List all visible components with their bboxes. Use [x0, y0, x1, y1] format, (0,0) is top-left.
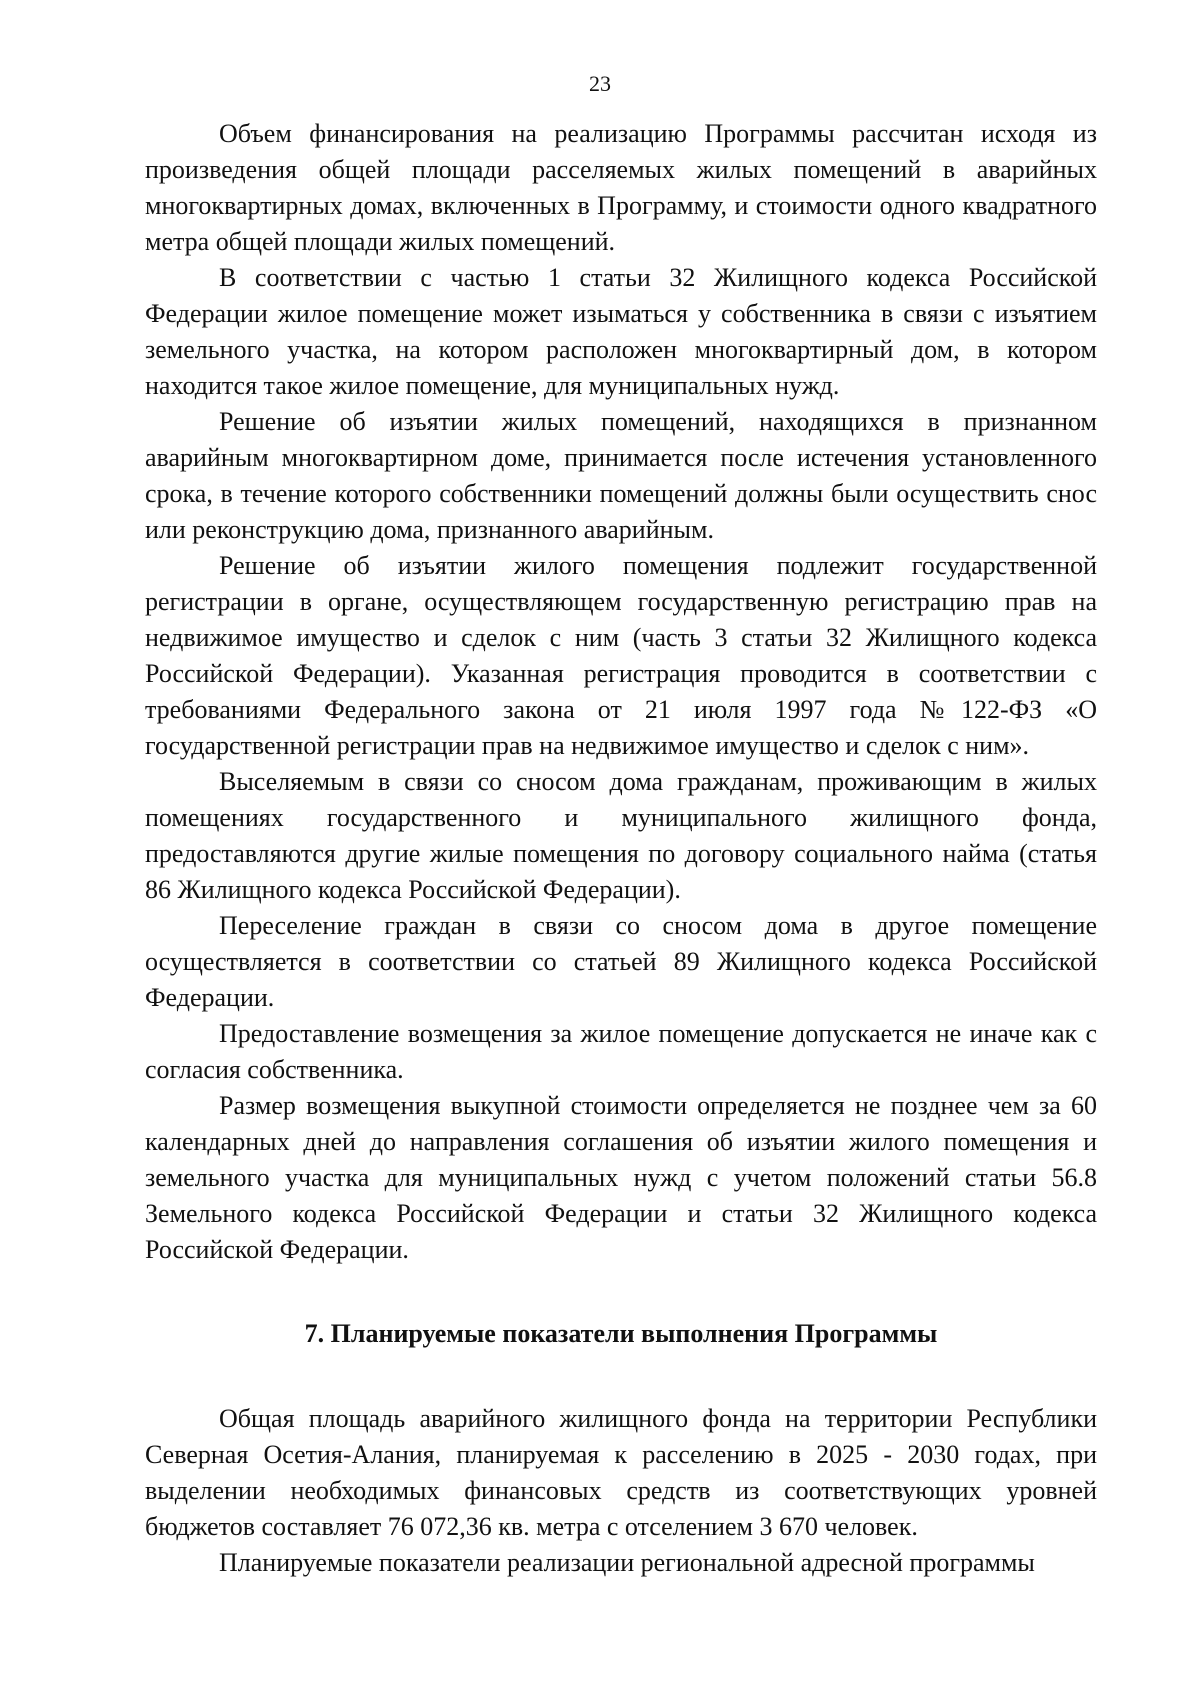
paragraph-social-rent: Выселяемым в связи со сносом дома гражданам, проживающим в жилых помещениях государственного и муниципального жилищного фонда, предоставляются другие жилые помещения по договору социального найма (статья 86 Жилищного кодекса Российской Федерации).	[145, 767, 1097, 904]
paragraph-total-area: Общая площадь аварийного жилищного фонда на территории Республики Северная Осетия-Алания, планируемая к расселению в 2025 - 2030 годах, при выделении необходимых финансовых средств из соответствующих уровней бюджетов составляет 76 072,36 кв. метра с отселением 3 670 человек.	[145, 1404, 1097, 1541]
paragraph-compensation-amount: Размер возмещения выкупной стоимости определяется не позднее чем за 60 календарных дней до направления соглашения об изъятии жилого помещения и земельного участка для муниципальных нужд с учетом положений статьи 56.8 Земельного кодекса Российской Федерации и статьи 32 Жилищного кодекса Российской Федерации.	[145, 1091, 1097, 1264]
page-number: 23	[589, 71, 611, 96]
paragraph-owner-consent: Предоставление возмещения за жилое помещение допускается не иначе как с согласия собственника.	[145, 1019, 1097, 1084]
section-heading: 7. Планируемые показатели выполнения Программы	[304, 1319, 938, 1348]
paragraph-state-registration: Решение об изъятии жилого помещения подлежит государственной регистрации в органе, осуществляющем государственную регистрацию прав на недвижимое имущество и сделок с ним (часть 3 статьи 32 Жилищного кодекса Российской Федерации). Указанная регистрация проводится в соответствии с требованиями Федерального закона от 21 июля 1997 года №122-ФЗ «О государственной регистрации прав на недвижимое имущество и сделок с ним».	[145, 551, 1097, 760]
paragraph-seizure-decision: Решение об изъятии жилых помещений, находящихся в признанном аварийным многоквартирном доме, принимается после истечения установленного срока, в течение которого собственники помещений должны были осуществить снос или реконструкцию дома, признанного аварийным.	[145, 407, 1097, 544]
paragraph-planned-indicators: Планируемые показатели реализации региональной адресной программы	[219, 1548, 1035, 1577]
paragraph-article-32-seizure: В соответствии с частью 1 статьи 32 Жилищного кодекса Российской Федерации жилое помещение может изыматься у собственника в связи с изъятием земельного участка, на котором расположен многоквартирный дом, в котором находится такое жилое помещение, для муниципальных нужд.	[145, 263, 1097, 400]
paragraph-financing-volume: Объем финансирования на реализацию Программы рассчитан исходя из произведения общей площади расселяемых жилых помещений в аварийных многоквартирных домах, включенных в Программу, и стоимости одного квадратного метра общей площади жилых помещений.	[145, 119, 1097, 256]
paragraph-resettlement-article-89: Переселение граждан в связи со сносом дома в другое помещение осуществляется в соответствии со статьей 89 Жилищного кодекса Российской Федерации.	[145, 911, 1097, 1012]
page-body	[145, 116, 1097, 1581]
